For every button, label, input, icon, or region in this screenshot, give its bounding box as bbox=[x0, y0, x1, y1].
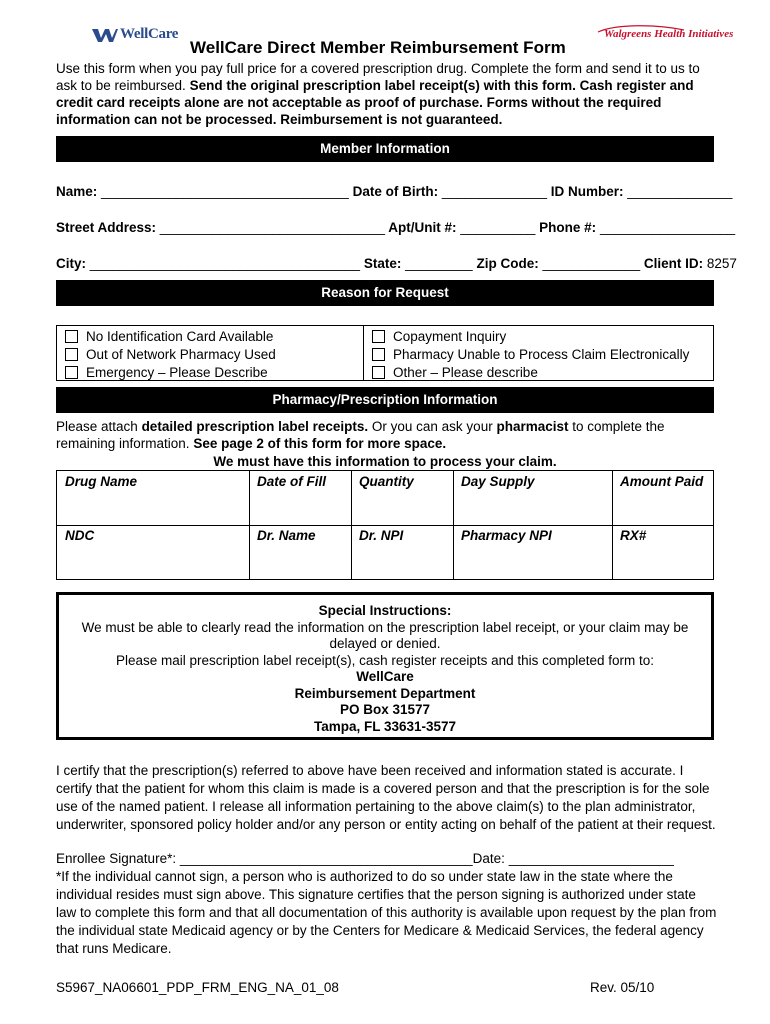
city-field[interactable]: ____________________________________ bbox=[89, 256, 361, 271]
reason-option[interactable] bbox=[57, 327, 363, 345]
intro-text: Use this form when you pay full price for a covered prescription drug. Complete the form and send it to us to ask to be reimbursed. bbox=[56, 61, 700, 93]
date-label: Date: bbox=[472, 851, 509, 866]
wellcare-logo-text: WellCare bbox=[120, 26, 179, 42]
date-field[interactable]: ______________________ bbox=[508, 851, 674, 866]
reason-option[interactable] bbox=[364, 345, 713, 363]
checkbox[interactable] bbox=[372, 366, 385, 379]
pharmacy-intro-bold: detailed prescription label receipts. bbox=[141, 419, 369, 434]
reason-option-label: Pharmacy Unable to Process Claim Electronically bbox=[393, 346, 690, 362]
client-id-label: Client ID: bbox=[643, 256, 704, 271]
reason-option[interactable] bbox=[57, 345, 363, 363]
pharmacy-intro-text: Please attach bbox=[56, 419, 142, 434]
walgreens-logo bbox=[596, 22, 734, 46]
reason-option-label: Emergency – Please Describe bbox=[86, 364, 268, 380]
reason-option-label: Out of Network Pharmacy Used bbox=[86, 346, 276, 362]
must-have-notice: We must have this information to process your claim. bbox=[213, 454, 557, 469]
wellcare-logo-icon bbox=[92, 27, 118, 43]
reason-right-column bbox=[364, 326, 713, 381]
reason-header: Reason for Request bbox=[56, 280, 714, 306]
pharmacy-intro-bold: See page 2 of this form for more space. bbox=[193, 436, 447, 451]
checkbox[interactable] bbox=[65, 330, 78, 343]
reason-table bbox=[56, 325, 714, 381]
member-info-header: Member Information bbox=[56, 136, 714, 162]
signature-section bbox=[56, 850, 718, 958]
reason-option[interactable] bbox=[364, 363, 713, 381]
reason-option-label: No Identification Card Available bbox=[86, 328, 274, 344]
mail-address-line: WellCare bbox=[356, 669, 414, 684]
apt-label: Apt/Unit #: bbox=[388, 220, 457, 235]
col-dr-name: Dr. Name bbox=[257, 528, 316, 543]
col-ndc: NDC bbox=[65, 528, 95, 543]
pharmacy-intro-text: Or you can ask your bbox=[368, 419, 497, 434]
mail-address-line: PO Box 31577 bbox=[339, 702, 431, 717]
pharmacy-header: Pharmacy/Prescription Information bbox=[56, 387, 714, 413]
col-pharmacy-npi: Pharmacy NPI bbox=[461, 528, 552, 543]
certification-text: I certify that the prescription(s) referred to above have been received and information stated is accurate. I certify that the patient for whom this claim is made is a covered person and that the prescription is for the sole use of the named patient. I release all information pertaining to the above claim(s) to the plan administrator, underwriter, sponsored policy holder and/or any person or entity acting on behalf of the patient at their request. bbox=[56, 763, 716, 832]
address-row bbox=[56, 220, 735, 235]
dob-label: Date of Birth: bbox=[352, 184, 439, 199]
prescription-table bbox=[56, 470, 714, 580]
street-field[interactable]: ______________________________ bbox=[159, 220, 386, 235]
pharmacy-intro bbox=[56, 418, 716, 452]
signature-row bbox=[56, 850, 718, 868]
id-field[interactable]: ______________ bbox=[627, 184, 733, 199]
state-field[interactable]: _________ bbox=[405, 256, 473, 271]
reason-option-label: Copayment Inquiry bbox=[393, 328, 507, 344]
pharmacy-intro-bold: pharmacist bbox=[496, 419, 569, 434]
name-field[interactable]: _________________________________ bbox=[101, 184, 349, 199]
zip-label: Zip Code: bbox=[476, 256, 539, 271]
signature-label: Enrollee Signature*: bbox=[56, 851, 180, 866]
state-label: State: bbox=[363, 256, 402, 271]
intro-paragraph bbox=[56, 60, 716, 128]
dob-field[interactable]: ______________ bbox=[441, 184, 547, 199]
col-date-of-fill: Date of Fill bbox=[257, 474, 327, 489]
col-day-supply: Day Supply bbox=[461, 474, 535, 489]
checkbox[interactable] bbox=[372, 348, 385, 361]
col-dr-npi: Dr. NPI bbox=[359, 528, 404, 543]
col-quantity: Quantity bbox=[359, 474, 414, 489]
reason-left-column bbox=[57, 326, 364, 381]
wellcare-logo bbox=[92, 26, 178, 43]
col-drug-name: Drug Name bbox=[65, 474, 138, 489]
apt-field[interactable]: __________ bbox=[460, 220, 536, 235]
col-amount-paid: Amount Paid bbox=[620, 474, 704, 489]
client-id-value: 8257 bbox=[706, 256, 737, 271]
phone-label: Phone #: bbox=[539, 220, 597, 235]
special-heading: Special Instructions: bbox=[318, 603, 452, 618]
walgreens-logo-text: Walgreens Health Initiatives bbox=[604, 28, 734, 40]
street-label: Street Address: bbox=[56, 220, 157, 235]
reason-option-label: Other – Please describe bbox=[393, 364, 538, 380]
revision: Rev. 05/10 bbox=[590, 980, 655, 995]
mail-address-line: Tampa, FL 33631-3577 bbox=[313, 718, 457, 734]
special-instructions-box bbox=[56, 592, 714, 740]
checkbox[interactable] bbox=[372, 330, 385, 343]
signature-note: *If the individual cannot sign, a person who is authorized to do so under state law in the state where the individual resides must sign above. This signature certifies that the person signing is authorized under state law to complete this form and that all documentation of this authority is available upon request by the plan from the individual state Medicaid agency or by the Centers for Medicare & Medicaid Services, the federal agency that runs Medicare. bbox=[56, 869, 717, 956]
signature-field[interactable]: _______________________________________ bbox=[179, 851, 473, 866]
mail-address-line: Reimbursement Department bbox=[294, 685, 476, 701]
phone-field[interactable]: __________________ bbox=[599, 220, 736, 235]
checkbox[interactable] bbox=[65, 348, 78, 361]
id-label: ID Number: bbox=[550, 184, 624, 199]
page-title: WellCare Direct Member Reimbursement Form bbox=[190, 38, 566, 57]
special-line2: Please mail prescription label receipt(s), cash register receipts and this completed form to: bbox=[116, 652, 654, 668]
zip-field[interactable]: _____________ bbox=[542, 256, 641, 271]
intro-bold-text: Send the original prescription label receipt(s) with this form. Cash register and credit card receipts alone are not acceptable as proof of purchase. Forms without the required information can not be processed. Reimbursement is not guaranteed. bbox=[56, 78, 694, 127]
col-rx-number: RX# bbox=[620, 528, 647, 543]
special-line1: We must be able to clearly read the information on the prescription label receipt, or your claim may be delayed or denied. bbox=[81, 619, 689, 651]
city-row bbox=[56, 256, 737, 271]
pharmacy-intro-text: to complete the remaining information. bbox=[56, 419, 665, 451]
name-row bbox=[56, 184, 732, 199]
city-label: City: bbox=[56, 256, 86, 271]
form-code: S5967_NA06601_PDP_FRM_ENG_NA_01_08 bbox=[56, 980, 339, 995]
reason-option[interactable] bbox=[57, 363, 363, 381]
reason-option[interactable] bbox=[364, 327, 713, 345]
name-label: Name: bbox=[56, 184, 98, 199]
checkbox[interactable] bbox=[65, 366, 78, 379]
